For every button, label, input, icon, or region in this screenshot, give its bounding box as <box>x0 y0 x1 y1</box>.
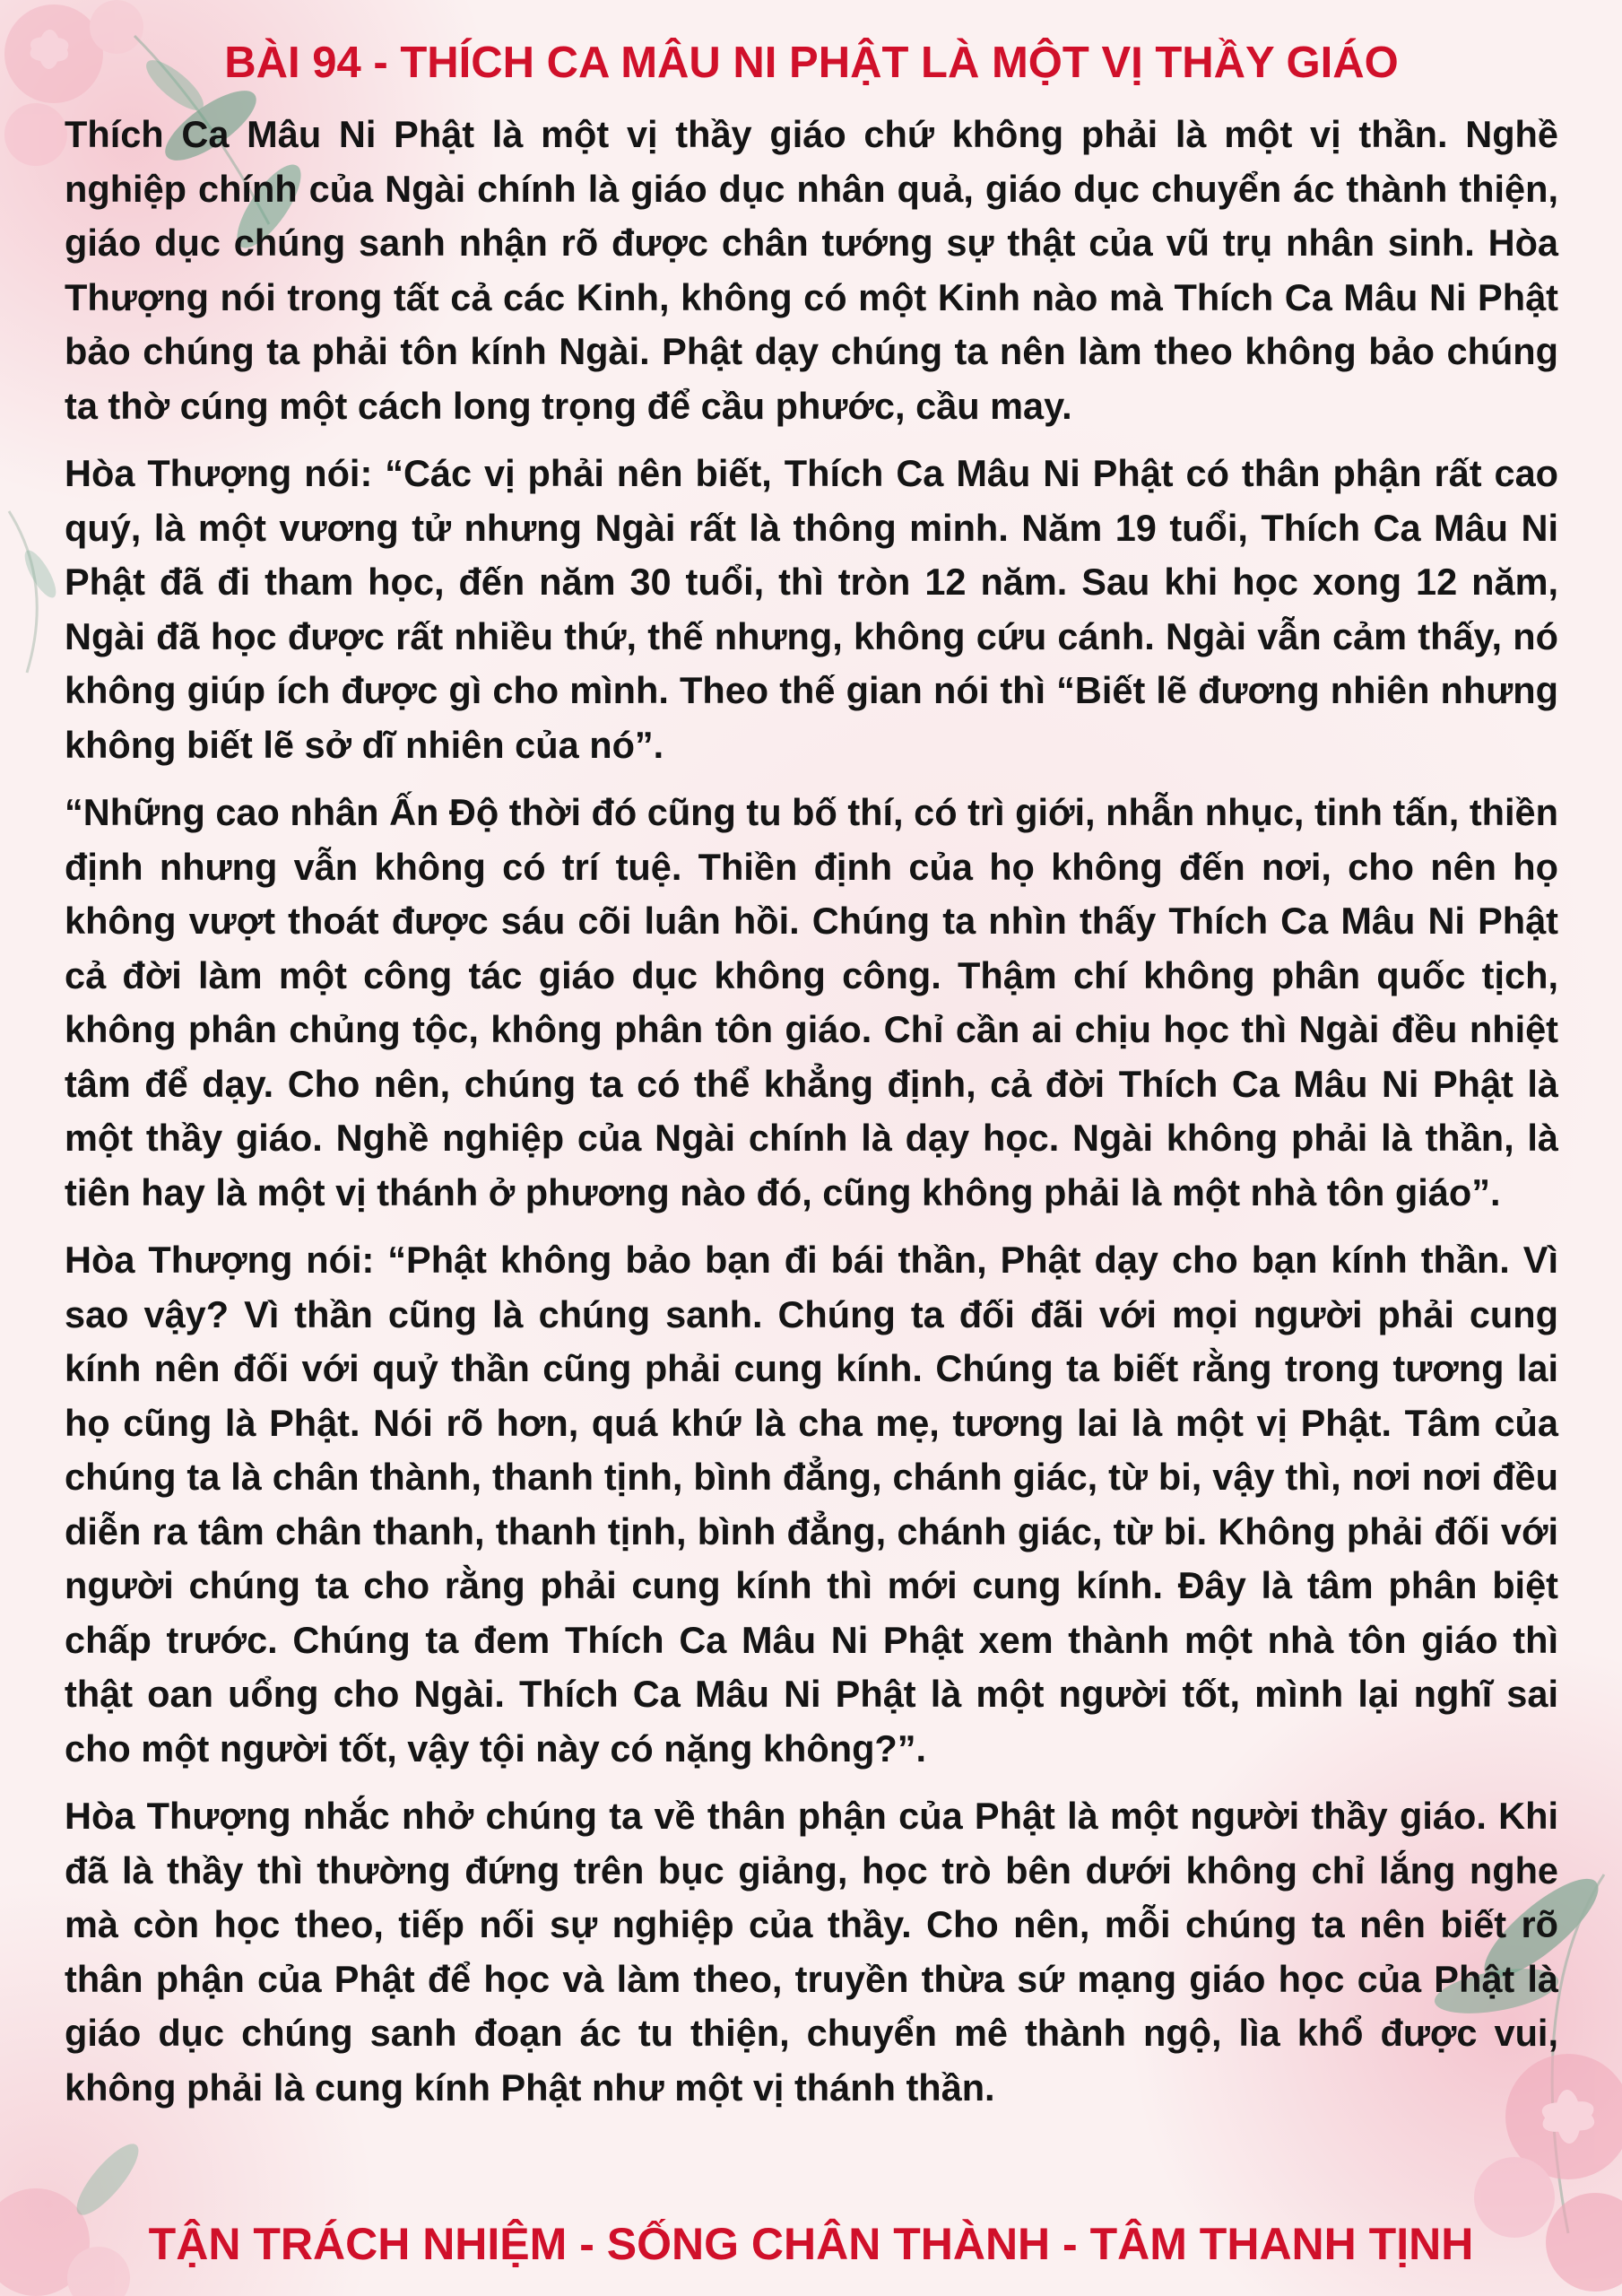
article-body <box>65 27 1558 2128</box>
paragraph-1: Thích Ca Mâu Ni Phật là một vị thầy giáo chứ không phải là một vị thần. Nghề nghiệp chính của Ngài chính là giáo dục nhân quả, giáo dục chuyển ác thành thiện, giáo dục chúng sanh nhận rõ được chân tướng sự thật của vũ trụ nhân sinh. Hòa Thượng nói trong tất cả các Kinh, không có một Kinh nào mà Thích Ca Mâu Ni Phật bảo chúng ta phải tôn kính Ngài. Phật dạy chúng ta nên làm theo không bảo chúng ta thờ cúng một cách long trọng để cầu phước, cầu may. <box>65 113 1558 427</box>
paragraph-4: Hòa Thượng nói: “Phật không bảo bạn đi bái thần, Phật dạy cho bạn kính thần. Vì sao vậy? Vì thần cũng là chúng sanh. Chúng ta đối đãi với mọi người phải cung kính nên đối với quỷ thần cũng phải cung kính. Chúng ta biết rằng trong tương lai họ cũng là Phật. Nói rõ hơn, quá khứ là cha mẹ, tương lai là một vị Phật. Tâm của chúng ta là chân thành, thanh tịnh, bình đẳng, chánh giác, từ bi, vậy thì, nơi nơi đều diễn ra tâm chân thanh, thanh tịnh, bình đẳng, chánh giác, từ bi. Không phải đối với người chúng ta cho rằng phải cung kính thì mới cung kính. Đây là tâm phân biệt chấp trước. Chúng ta đem Thích Ca Mâu Ni Phật xem thành một nhà tôn giáo thì thật oan uổng cho Ngài. Thích Ca Mâu Ni Phật là một người tốt, mình lại nghĩ sai cho một người tốt, vậy tội này có nặng không?”. <box>65 1239 1558 1770</box>
paragraph-3: “Những cao nhân Ấn Độ thời đó cũng tu bố thí, có trì giới, nhẫn nhục, tinh tấn, thiền định nhưng vẫn không có trí tuệ. Thiền định của họ không đến nơi, cho nên họ không vượt thoát được sáu cõi luân hồi. Chúng ta nhìn thấy Thích Ca Mâu Ni Phật cả đời làm một công tác giáo dục không công. Thậm chí không phân quốc tịch, không phân chủng tộc, không phân tôn giáo. Chỉ cần ai chịu học thì Ngài đều nhiệt tâm để dạy. Cho nên, chúng ta có thể khẳng định, cả đời Thích Ca Mâu Ni Phật là một thầy giáo. Nghề nghiệp của Ngài chính là dạy học. Ngài không phải là thần, là tiên hay là một vị thánh ở phương nào đó, cũng không phải là một nhà tôn giáo”. <box>65 791 1558 1213</box>
footer-slogan: TẬN TRÁCH NHIỆM - SỐNG CHÂN THÀNH - TÂM THANH TỊNH <box>148 2219 1474 2269</box>
page-title: BÀI 94 - THÍCH CA MÂU NI PHẬT LÀ MỘT VỊ THẦY GIÁO <box>224 39 1399 87</box>
paragraph-5: Hòa Thượng nhắc nhở chúng ta về thân phận của Phật là một người thầy giáo. Khi đã là thầy thì thường đứng trên bục giảng, học trò bên dưới không chỉ lắng nghe mà còn học theo, tiếp nối sự nghiệp của thầy. Cho nên, mỗi chúng ta nên biết rõ thân phận của Phật để học và làm theo, truyền thừa sứ mạng giáo học của Phật là giáo dục chúng sanh đoạn ác tu thiện, chuyển mê thành ngộ, lìa khổ được vui, không phải là cung kính Phật như một vị thánh thần. <box>65 1795 1558 2109</box>
paragraph-2: Hòa Thượng nói: “Các vị phải nên biết, Thích Ca Mâu Ni Phật có thân phận rất cao quý, là một vương tử nhưng Ngài rất là thông minh. Năm 19 tuổi, Thích Ca Mâu Ni Phật đã đi tham học, đến năm 30 tuổi, thì tròn 12 năm. Sau khi học xong 12 năm, Ngài đã học được rất nhiều thứ, thế nhưng, không cứu cánh. Ngài vẫn cảm thấy, nó không giúp ích được gì cho mình. Theo thế gian nói thì “Biết lẽ đương nhiên nhưng không biết lẽ sở dĩ nhiên của nó”. <box>65 452 1558 766</box>
